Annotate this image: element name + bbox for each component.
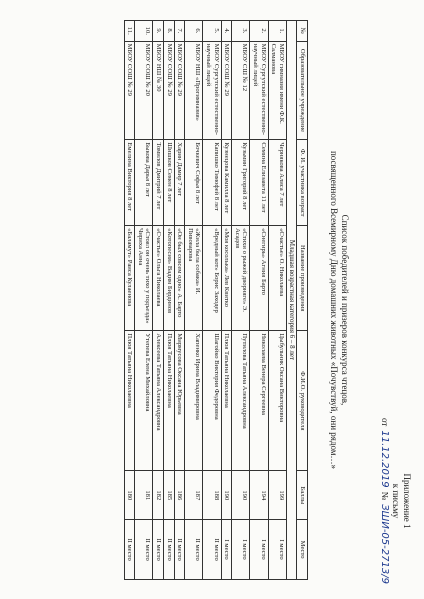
row-supervisor: Николаева Венера Сергеевна [250, 331, 268, 471]
row-supervisor: Плюя Татьяна Николаевна [124, 331, 135, 471]
row-place: II место [174, 520, 185, 580]
row-number: 8. [164, 21, 175, 42]
table-row [268, 21, 286, 580]
winners-table [124, 20, 308, 580]
row-participant: Емелина Виктория 8 лет [124, 140, 135, 226]
row-place: I место [232, 520, 250, 580]
category-label: Младшая возрастная категория 6 – 8 лет [286, 21, 297, 580]
row-work: «Снегирь» Агния Барто [250, 226, 268, 331]
row-score: 188 [203, 471, 221, 520]
row-participant: Чернякова Алиса 7 лет [268, 140, 286, 226]
row-work: «Счастье» Ольга Николаева [153, 226, 164, 331]
row-place: I место [250, 520, 268, 580]
row-number: 10. [135, 21, 153, 42]
handwritten-number: ЗШИ-05-2713/9 [379, 504, 390, 584]
row-score: 186 [174, 471, 185, 520]
table-header-row [297, 21, 308, 580]
header-participant: Ф. И. участника возраст [297, 140, 308, 226]
row-institution: МБОУ СОШ № 29 [124, 41, 135, 140]
row-participant: Бочкевич Софья 8 лет [185, 140, 203, 226]
row-supervisor: Утепева Елена Михайловна [135, 331, 153, 471]
row-institution: МБОУ СОШ № 20 [135, 41, 153, 140]
row-number: 7. [174, 21, 185, 42]
row-participant: Семина Елизавета 11 лет [250, 140, 268, 226]
row-place: II место [185, 520, 203, 580]
title-line-1: Список победителей и призеров конкурса чтецов, [340, 214, 350, 406]
row-institution: МБОУ СОШ № 29 [221, 41, 232, 140]
header-work: Название произведения [297, 226, 308, 331]
row-institution: МБОУ СОШ № 29 [174, 41, 185, 140]
table-row [185, 21, 203, 580]
table-row [221, 21, 232, 580]
row-work: «Стихи о рыжей дворняге» Э. Асадов [232, 226, 250, 331]
row-supervisor: Мирмусова Оксана Юрьевна [174, 331, 185, 471]
row-number: 6. [185, 21, 203, 42]
row-number: 5. [203, 21, 221, 42]
row-supervisor: Хапенко Ирина Владимировна [185, 331, 203, 471]
row-place: II место [124, 520, 135, 580]
row-score: 182 [153, 471, 164, 520]
row-supervisor: Путилова Татьяна Александровна [232, 331, 250, 471]
row-number: 1. [268, 21, 286, 42]
row-work: «Жила была собака» И. Пивоварова [185, 226, 203, 331]
row-score: 190 [232, 471, 250, 520]
row-place: II место [203, 520, 221, 580]
annex-title: Приложение 1 [402, 473, 412, 529]
row-participant: Томилов Дмитрий 7 лет [153, 140, 164, 226]
table-row [232, 21, 250, 580]
table-row [203, 21, 221, 580]
annex-reference [379, 418, 390, 584]
annex-from-label: от [380, 418, 390, 427]
row-participant: Шишков Семен 8 лет [164, 140, 175, 226]
row-participant: Кузьмин Григорий 8 лет [232, 140, 250, 226]
row-place: II место [153, 520, 164, 580]
row-institution: МБОУ Сургутский естественно-научный лицей [250, 41, 268, 140]
row-institution: МБОУ Сургутский естественно-научный лицей [203, 41, 221, 140]
row-work: «Баламут» Раиса Кулаенова [124, 226, 135, 331]
row-supervisor: Плюя Татьяна Николаевна [221, 331, 232, 471]
row-participant: Капишко Тимофей 8 лет [203, 140, 221, 226]
annex-letter-label: к письму [391, 483, 401, 519]
row-work: «Он был совсем одно» А. Барто [174, 226, 185, 331]
table-row [174, 21, 185, 580]
row-place: I место [268, 520, 286, 580]
row-supervisor: Алексеева Татьяна Александровна [153, 331, 164, 471]
row-number: 9. [153, 21, 164, 42]
document-title [328, 120, 350, 500]
row-institution: МБОУ НШ «Прогимназия» [185, 41, 203, 140]
annex-number-label: № [380, 491, 390, 501]
row-institution: МБОУ гимназия имени Ф.К. Салманова [268, 41, 286, 140]
annex-header [379, 418, 412, 584]
row-place: I место [221, 520, 232, 580]
row-number: 2. [250, 21, 268, 42]
table-row [124, 21, 135, 580]
handwritten-date: 11.12.2019 [379, 430, 390, 488]
row-work: «Котопесия» Вадим Бирдинов [164, 226, 175, 331]
row-work: «Вредный кот» Борис Заходер [203, 226, 221, 331]
row-participant: Харин Дамир 7 лет [174, 140, 185, 226]
row-work: «Моя косолька» Лев Квитко [221, 226, 232, 331]
row-work: «Счастье» О. Николаева [268, 226, 286, 331]
row-number: 4. [221, 21, 232, 42]
category-row [286, 21, 297, 580]
header-number: № [297, 21, 308, 42]
row-score: 185 [164, 471, 175, 520]
row-participant: Кузнецова Камилла 8 лет [221, 140, 232, 226]
header-place: Место [297, 520, 308, 580]
row-institution: МБОУ НШ № 30 [153, 41, 164, 140]
table-row [135, 21, 153, 580]
row-score: 181 [135, 471, 153, 520]
table-row [153, 21, 164, 580]
row-number: 3. [232, 21, 250, 42]
row-place: II место [164, 520, 175, 580]
row-institution: МБОУ СОШ № 29 [164, 41, 175, 140]
table-row [250, 21, 268, 580]
header-supervisor: Ф.И.О. руководителя [297, 331, 308, 471]
row-score: 199 [268, 471, 286, 520]
row-supervisor: Шагойко Виктория Федоровна [203, 331, 221, 471]
row-score: 190 [221, 471, 232, 520]
row-score: 180 [124, 471, 135, 520]
row-number: 11. [124, 21, 135, 42]
row-score: 187 [185, 471, 203, 520]
title-line-2: посвященного Всемирному Дню домашних животных «Почувствуй, они рядом…» [329, 150, 339, 469]
header-institution: Образовательное учреждение [297, 41, 308, 140]
row-supervisor: Плюя Татьяна Николаевна [164, 331, 175, 471]
row-supervisor: Цыбульник Оксана Викторовна [268, 331, 286, 471]
row-institution: МБОУ СШ № 12 [232, 41, 250, 140]
row-place: II место [135, 520, 153, 580]
table-row [164, 21, 175, 580]
row-score: 194 [250, 471, 268, 520]
header-score: Баллы [297, 471, 308, 520]
row-participant: Быкова Дарья 8 лет [135, 140, 153, 226]
row-work: «Стоял он очень тихо у подъезда» Чириха Анна [135, 226, 153, 331]
